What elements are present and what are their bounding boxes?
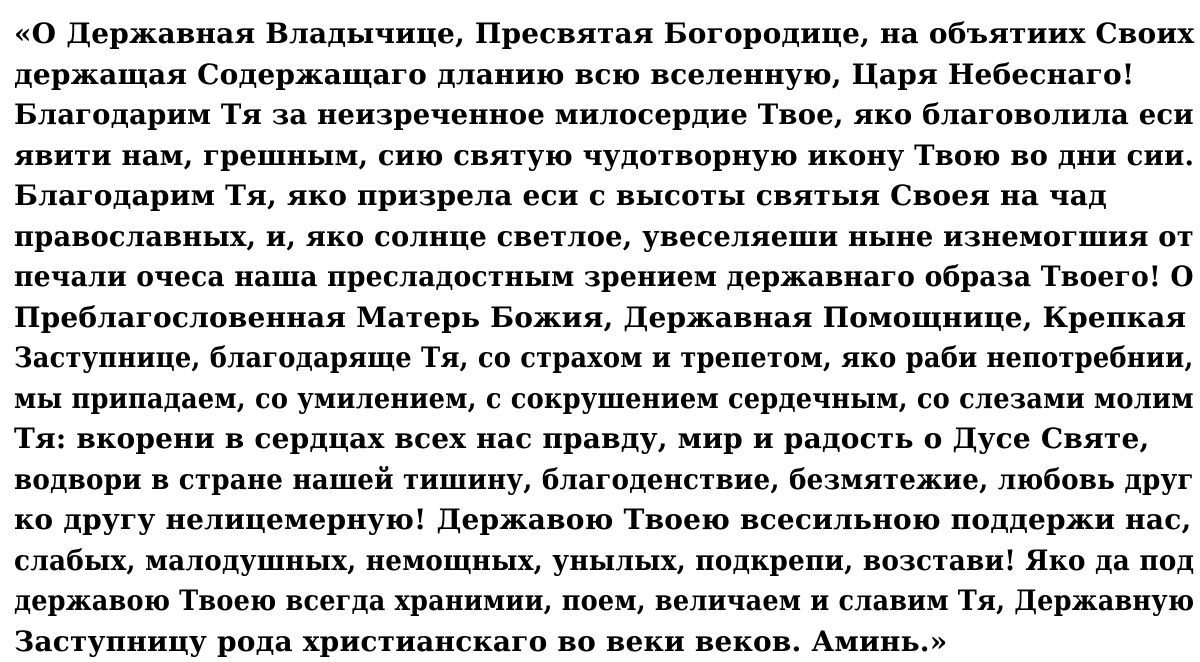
prayer-text-block bbox=[14, 14, 1194, 662]
prayer-line: явити нам, грешным, сию святую чудотворную икону Твою во дни сии. bbox=[14, 136, 1168, 177]
prayer-line: Заступницу рода христианскаго во веки веков. Аминь.» bbox=[14, 622, 1194, 662]
prayer-line: ко другу нелицемерную! Державою Твоею всесильною поддержи нас, bbox=[14, 500, 1194, 541]
prayer-line: державою Твоею всегда хранимии, поем, величаем и славим Тя, Державную bbox=[14, 581, 1092, 622]
prayer-line: православных, и, яко солнце светлое, увеселяеши ныне изнемогшия от bbox=[14, 217, 1165, 258]
prayer-line: «О Державная Владычице, Пресвятая Богородице, на объятиих Своих bbox=[14, 14, 1193, 55]
prayer-line: Благодарим Тя, яко призрела еси с высоты святыя Своея на чад bbox=[14, 176, 1194, 217]
prayer-line: Преблагословенная Матерь Божия, Державная Помощнице, Крепкая bbox=[14, 298, 1194, 339]
prayer-line: Благодарим Тя за неизреченное милосердие Твое, яко благоволила еси bbox=[14, 95, 1171, 136]
prayer-line: печали очеса наша пресладостным зрением державнаго образа Твоего! О bbox=[14, 257, 1136, 298]
prayer-line: держащая Содержащаго дланию всю вселенную, Царя Небеснаго! bbox=[14, 55, 1194, 96]
prayer-line: мы припадаем, со умилением, с сокрушением сердечным, со слезами молим bbox=[14, 379, 1096, 420]
prayer-line: Заступнице, благодаряще Тя, со страхом и трепетом, яко раби непотребнии, bbox=[14, 338, 1099, 379]
prayer-line: слабых, малодушных, немощных, унылых, подкрепи, возстави! Яко да под bbox=[14, 541, 1123, 582]
prayer-line: Тя: вкорени в сердцах всех нас правду, мир и радость о Дусе Святе, bbox=[14, 419, 1194, 460]
prayer-line: водвори в стране нашей тишину, благоденствие, безмятежие, любовь друг bbox=[14, 460, 1117, 501]
